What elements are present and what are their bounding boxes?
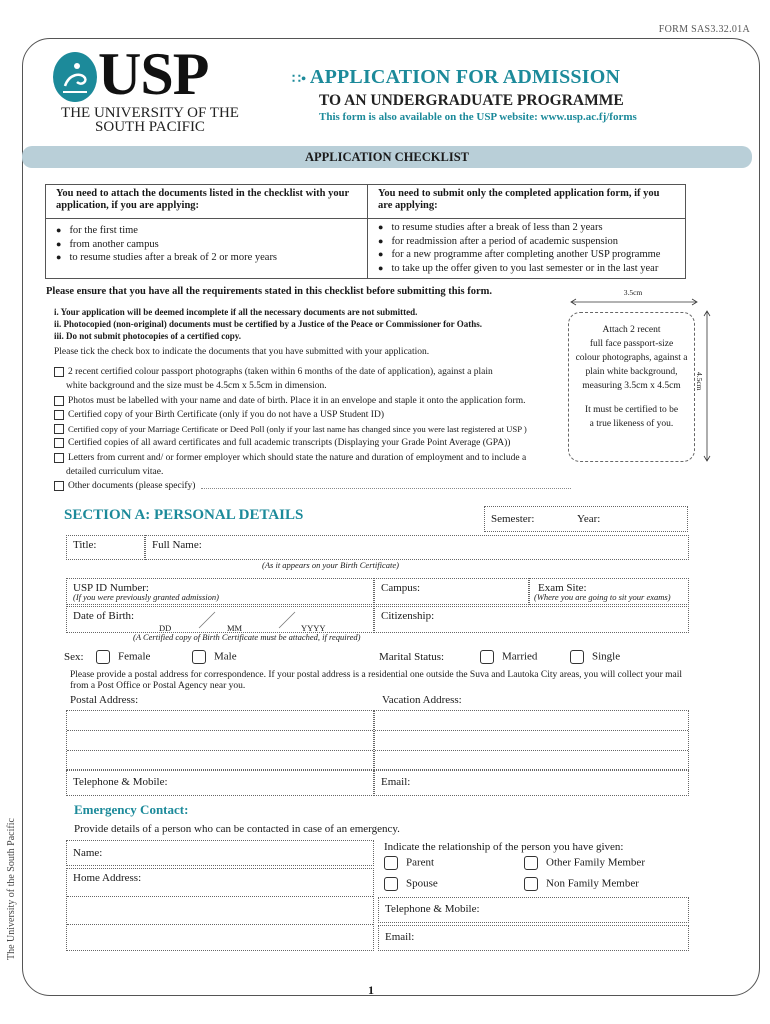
postal-address-label: Postal Address: <box>70 694 139 706</box>
doc-checkbox[interactable] <box>54 396 64 406</box>
other-family-checkbox[interactable] <box>524 856 538 870</box>
male-checkbox[interactable] <box>192 650 206 664</box>
doc-photo-label: Photos must be labelled with your name and date of birth. Place it in an envelope and staple it onto the application form. <box>54 394 574 408</box>
checklist-left-header: You need to attach the documents listed in the checklist with your application, if you are applying: <box>46 185 368 219</box>
vacation-address-label: Vacation Address: <box>382 694 462 706</box>
photo-width-label: 3.5cm <box>623 288 643 297</box>
male-option[interactable]: Male <box>192 650 237 664</box>
list-item: ● to take up the offer given to you last semester or in the last year <box>378 262 675 276</box>
semester-year-field[interactable] <box>484 506 688 532</box>
height-arrow-icon <box>703 310 711 462</box>
doc-checkbox[interactable] <box>54 453 64 463</box>
other-documents-field[interactable] <box>201 479 571 489</box>
doc-checkbox[interactable] <box>54 410 64 420</box>
spouse-option[interactable]: Spouse <box>384 877 438 891</box>
date-of-birth-field[interactable]: Date of Birth: DD MM YYYY <box>66 606 374 633</box>
checklist-right-header: You need to submit only the completed application form, if you are applying: <box>368 185 686 219</box>
checklist-table <box>45 184 686 279</box>
section-a-heading: SECTION A: PERSONAL DETAILS <box>64 507 304 523</box>
sex-label: Sex: <box>64 651 84 663</box>
spouse-checkbox[interactable] <box>384 877 398 891</box>
tick-instruction: Please tick the check box to indicate the documents that you have submitted with your application. <box>54 347 430 357</box>
list-item: ● to resume studies after a break of 2 or more years <box>56 251 357 265</box>
full-name-note: (As it appears on your Birth Certificate) <box>262 560 399 570</box>
married-checkbox[interactable] <box>480 650 494 664</box>
title-field[interactable]: Title: <box>66 535 145 560</box>
parent-option[interactable]: Parent <box>384 856 434 870</box>
female-option[interactable]: Female <box>96 650 150 664</box>
home-address-field[interactable]: Home Address: <box>66 868 374 951</box>
university-name: THE UNIVERSITY OF THE SOUTH PACIFIC <box>61 105 239 135</box>
photo-placeholder: Attach 2 recent full face passport-size colour photographs, against a plain white background, measuring 3.5cm x 4.5cm It must be certified to be a true likeness of you. <box>568 312 695 462</box>
email-field[interactable]: Email: <box>374 770 689 796</box>
doc-photos: 2 recent certified colour passport photographs (taken within 6 months of the date of application), against a plain <box>54 365 574 379</box>
ensure-text: Please ensure that you have all the requirements stated in this checklist before submitting this form. <box>46 286 493 297</box>
date-divider-icon <box>277 610 297 630</box>
emergency-telephone-field[interactable]: Telephone & Mobile: <box>378 897 689 923</box>
marital-status-label: Marital Status: <box>379 651 445 663</box>
documents-checklist: 2 recent certified colour passport photographs (taken within 6 months of the date of application), against a plain white background and the size must be 4.5cm x 5.5cm in dimension. Photos must be labelled with your name and date of birth. Place it in an envelope and staple it onto the application form. Certified copy of your Birth Certificate (only if you do not have a USP Student ID) Certified copy of your Marriage Certificate or Deed Poll (only if your last name has changed since you were last registered at USP ) Certified copies of all award certificates and full academic transcripts (Displaying your Grade Point Average (GPA)) Letters from current and/ or former employer which should state the nature and duration of employment and to include a detailed curriculum vitae. Other documents (please specify) <box>54 365 574 494</box>
list-item: ● for the first time <box>56 224 357 238</box>
exam-site-field[interactable]: Exam Site: (Where you are going to sit your exams) <box>529 578 689 605</box>
usp-logo-text: USP <box>98 41 209 107</box>
female-checkbox[interactable] <box>96 650 110 664</box>
vacation-address-field[interactable] <box>374 710 689 770</box>
checklist-right-list <box>378 221 675 275</box>
doc-checkbox[interactable] <box>54 481 64 491</box>
emergency-contact-heading: Emergency Contact: <box>74 802 189 817</box>
postal-note: Please provide a postal address for correspondence. If your postal address is a residential one outside the Suva and Lautoka City areas, you will collect your mail from a Post Office or Postal Agency near you. <box>70 670 683 691</box>
year-label: Year: <box>577 513 601 525</box>
emergency-email-field[interactable]: Email: <box>378 925 689 951</box>
checklist-notes: i. Your application will be deemed incomplete if all the necessary documents are not submitted. ii. Photocopied (non-original) documents must be certified by a Justice of the Peace or Commissioner for Oaths. iii. Do not submit photocopies of a certified copy. <box>54 307 482 341</box>
list-item: ● for a new programme after completing another USP programme <box>378 248 675 262</box>
doc-checkbox[interactable] <box>54 367 64 377</box>
postal-address-field[interactable] <box>66 710 374 770</box>
dob-note: (A Certified copy of Birth Certificate must be attached, if required) <box>133 632 361 642</box>
parent-checkbox[interactable] <box>384 856 398 870</box>
usp-id-field[interactable]: USP ID Number: (If you were previously granted admission) <box>66 578 374 605</box>
married-option[interactable]: Married <box>480 650 537 664</box>
emergency-contact-desc: Provide details of a person who can be contacted in case of an emergency. <box>74 823 400 835</box>
full-name-field[interactable]: Full Name: <box>145 535 689 560</box>
telephone-field[interactable]: Telephone & Mobile: <box>66 770 374 796</box>
doc-other: Other documents (please specify) <box>54 479 574 493</box>
list-item: ● for readmission after a period of academic suspension <box>378 235 675 249</box>
emergency-name-field[interactable]: Name: <box>66 840 374 866</box>
checklist-heading: APPLICATION CHECKLIST <box>22 146 752 168</box>
checklist-left-list <box>56 224 357 265</box>
single-checkbox[interactable] <box>570 650 584 664</box>
list-item: ● from another campus <box>56 238 357 252</box>
doc-checkbox[interactable] <box>54 438 64 448</box>
doc-employer-letters: Letters from current and/ or former employer which should state the nature and duration of employment and to include a <box>54 451 574 465</box>
side-university-text: The University of the South Pacific <box>6 818 17 960</box>
citizenship-field[interactable]: Citizenship: <box>374 606 689 633</box>
page-number: 1 <box>368 983 374 997</box>
doc-birth-cert: Certified copy of your Birth Certificate (only if you do not have a USP Student ID) <box>54 408 574 422</box>
non-family-option[interactable]: Non Family Member <box>524 877 639 891</box>
doc-checkbox[interactable] <box>54 424 64 434</box>
form-subtitle: TO AN UNDERGRADUATE PROGRAMME <box>319 92 624 109</box>
usp-logo-emblem-icon <box>53 52 97 102</box>
form-code: FORM SAS3.32.01A <box>658 24 750 35</box>
relationship-label: Indicate the relationship of the person you have given: <box>384 841 624 853</box>
date-divider-icon <box>197 610 217 630</box>
doc-marriage-cert: Certified copy of your Marriage Certificate or Deed Poll (only if your last name has changed since you were last registered at USP ) <box>54 422 574 436</box>
campus-field[interactable]: Campus: <box>374 578 529 605</box>
width-arrow-icon <box>570 298 698 306</box>
photo-height-label: 4.5cm <box>695 372 704 391</box>
single-option[interactable]: Single <box>570 650 620 664</box>
semester-label: Semester: <box>491 513 535 525</box>
website-note: This form is also available on the USP website: www.usp.ac.fj/forms <box>319 111 637 123</box>
non-family-checkbox[interactable] <box>524 877 538 891</box>
other-family-option[interactable]: Other Family Member <box>524 856 645 870</box>
list-item: ● to resume studies after a break of less than 2 years <box>378 221 675 235</box>
form-title: ∷• APPLICATION FOR ADMISSION <box>292 66 621 88</box>
bullet-dots-icon: ∷• <box>292 72 310 87</box>
doc-transcripts: Certified copies of all award certificates and full academic transcripts (Displaying your Grade Point Average (GPA)) <box>54 436 574 450</box>
